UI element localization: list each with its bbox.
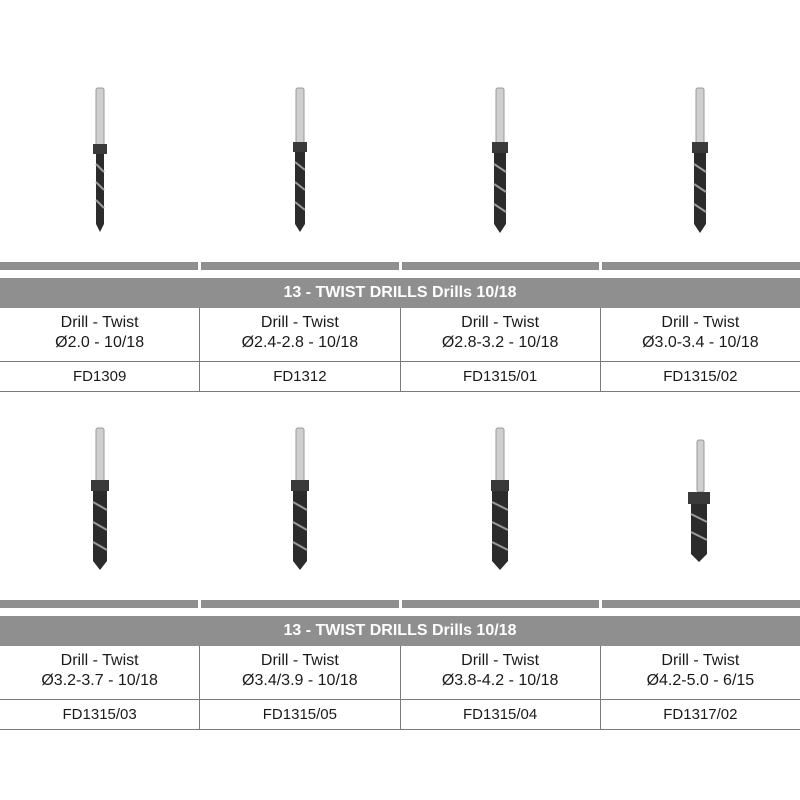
product-description: [0, 308, 200, 361]
product-description: [0, 646, 200, 699]
twist-drill-icon: [600, 400, 800, 600]
drill-image-fd1315-05: [200, 400, 400, 600]
product-code: FD1315/01: [401, 362, 601, 391]
product-name: Drill - Twist: [461, 314, 540, 331]
description-row-1: [0, 308, 800, 361]
drill-image-fd1315-03: [0, 400, 200, 600]
product-size: Ø2.0 - 10/18: [55, 334, 145, 351]
product-name: Drill - Twist: [60, 314, 139, 331]
product-name: Drill - Twist: [461, 652, 540, 669]
twist-drill-icon: [400, 60, 600, 260]
divider-strip-2: [0, 600, 800, 608]
table-title-2: 13 - TWIST DRILLS Drills 10/18: [0, 616, 800, 646]
product-size: Ø3.2-3.7 - 10/18: [41, 672, 158, 689]
drill-images-row-2: [0, 400, 800, 600]
product-size: Ø2.8-3.2 - 10/18: [441, 334, 559, 351]
code-row-1: [0, 361, 800, 392]
product-code: FD1315/04: [401, 700, 601, 729]
divider-strip-1: [0, 262, 800, 270]
product-description: [401, 646, 601, 699]
twist-drill-icon: [200, 400, 400, 600]
product-name: Drill - Twist: [260, 314, 339, 331]
table-title-1: 13 - TWIST DRILLS Drills 10/18: [0, 278, 800, 308]
drill-image-fd1315-02: [600, 60, 800, 260]
product-code: FD1317/02: [663, 706, 738, 723]
product-description: [200, 308, 400, 361]
product-size: Ø3.4/3.9 - 10/18: [242, 672, 358, 689]
drill-image-fd1309: [0, 60, 200, 260]
code-row-2: [0, 699, 800, 730]
product-code: FD1315/05: [200, 700, 400, 729]
product-size: Ø4.2-5.0 - 6/15: [646, 672, 755, 689]
product-name: Drill - Twist: [60, 652, 139, 669]
product-code: FD1315/02: [663, 368, 738, 385]
drill-image-fd1312: [200, 60, 400, 260]
drill-image-fd1315-01: [400, 60, 600, 260]
product-size: Ø2.4-2.8 - 10/18: [241, 334, 359, 351]
drill-image-fd1317-02: [600, 400, 800, 600]
product-description: [200, 646, 400, 699]
twist-drill-icon: [600, 60, 800, 260]
product-name: Drill - Twist: [260, 652, 339, 669]
product-name: Drill - Twist: [661, 652, 740, 669]
twist-drill-icon: [200, 60, 400, 260]
product-description: [601, 646, 800, 699]
twist-drill-icon: [0, 400, 200, 600]
drill-image-fd1315-04: [400, 400, 600, 600]
twist-drill-icon: [0, 60, 200, 260]
product-size: Ø3.8-4.2 - 10/18: [441, 672, 559, 689]
product-description: [401, 308, 601, 361]
description-row-2: [0, 646, 800, 699]
product-size: Ø3.0-3.4 - 10/18: [642, 334, 759, 351]
product-code: FD1312: [200, 362, 400, 391]
product-description: [601, 308, 800, 361]
product-name: Drill - Twist: [661, 314, 740, 331]
twist-drill-icon: [400, 400, 600, 600]
drill-images-row-1: [0, 60, 800, 260]
product-code: FD1315/03: [0, 700, 200, 729]
product-code: FD1309: [0, 362, 200, 391]
